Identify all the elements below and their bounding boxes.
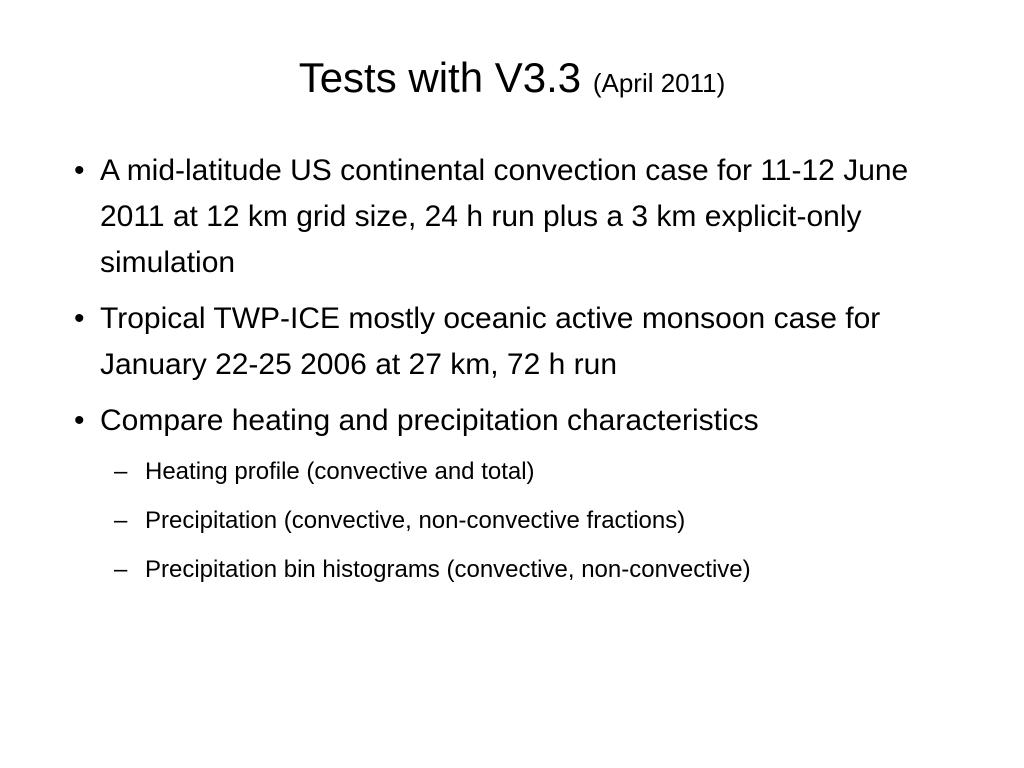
bullet-text: A mid-latitude US continental convection case for 11-12 June 2011 at 12 km grid size, 24 h run plus a 3 km explicit-only simulation bbox=[100, 154, 909, 279]
bullet-list bbox=[74, 148, 974, 601]
bullet-text: Tropical TWP-ICE mostly oceanic active monsoon case for January 22-25 2006 at 27 km, 72 h run bbox=[100, 302, 881, 381]
sub-bullet-text: Heating profile (convective and total) bbox=[145, 458, 535, 485]
sub-bullet-marker: – bbox=[114, 507, 128, 534]
bullet-text: Compare heating and precipitation characteristics bbox=[100, 404, 759, 437]
title-text: Tests with V3.3 bbox=[298, 54, 582, 101]
bullet-marker: • bbox=[74, 302, 85, 335]
bullet-item bbox=[74, 148, 974, 286]
bullet-marker: • bbox=[74, 404, 85, 437]
bullet-item bbox=[74, 398, 974, 444]
slide-title bbox=[0, 50, 1024, 111]
sub-bullet-item bbox=[74, 503, 974, 539]
sub-bullet-item bbox=[74, 454, 974, 490]
sub-bullet-item bbox=[74, 552, 974, 588]
bullet-marker: • bbox=[74, 154, 85, 187]
sub-bullet-marker: – bbox=[114, 458, 128, 485]
title-date: (April 2011) bbox=[592, 68, 726, 98]
sub-bullet-text: Precipitation (convective, non-convective fractions) bbox=[145, 507, 686, 534]
sub-bullet-text: Precipitation bin histograms (convective, non-convective) bbox=[145, 556, 751, 583]
sub-bullet-marker: – bbox=[114, 556, 128, 583]
bullet-item bbox=[74, 296, 974, 388]
